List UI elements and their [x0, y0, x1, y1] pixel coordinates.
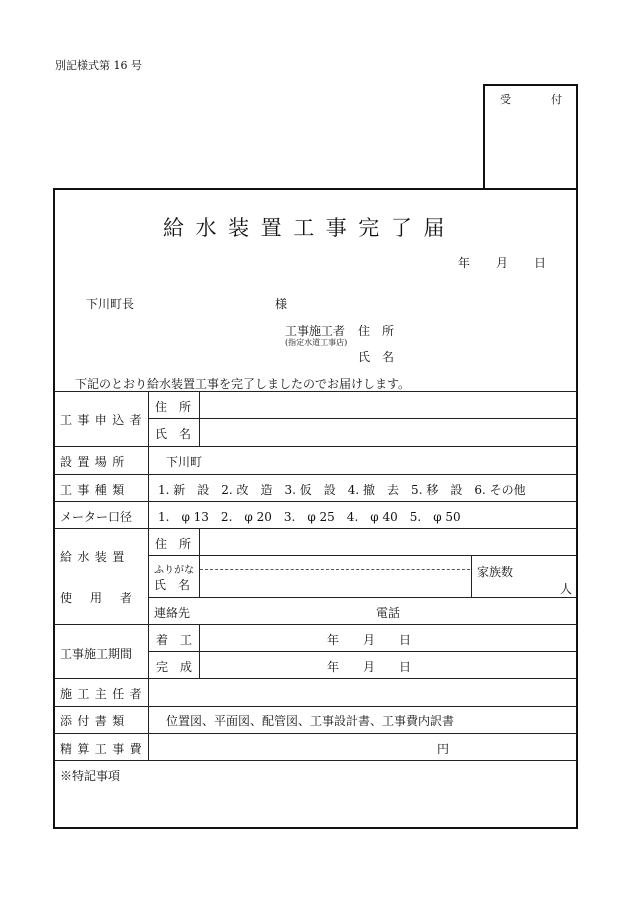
docs-value: 位置図、平面図、配管図、工事設計書、工事費内訳書 [166, 714, 455, 728]
contractor-address-label: 住 所 [358, 324, 395, 338]
user-furigana-label: ふりがな [154, 565, 194, 576]
user-label-bottom: 使用者 [60, 591, 151, 605]
work-type-options: 1. 新 設 2. 改 造 3. 仮 設 4. 撤 去 5. 移 設 6. その他 [158, 483, 526, 497]
meter-options: 1. φ 13 2. φ 20 3. φ 25 4. φ 40 5. φ 50 [158, 510, 461, 524]
contractor-sub-label: (指定水道工事店) [285, 338, 348, 347]
reception-box [483, 84, 578, 190]
docs-label: 添付書類 [60, 714, 130, 728]
contractor-label: 工事施工者 [285, 324, 346, 338]
period-label: 工事施工期間 [60, 647, 133, 661]
family-count-unit: 人 [560, 582, 573, 596]
period-start-label: 着 工 [156, 633, 193, 647]
user-name-label: 氏 名 [154, 578, 191, 592]
period-end-date: 年 月 日 [327, 660, 412, 674]
form-number: 別記様式第 16 号 [55, 59, 142, 72]
cost-unit: 円 [437, 742, 450, 756]
meter-label: メーター口径 [60, 510, 133, 524]
user-phone-label: 電話 [376, 606, 401, 620]
date-month: 月 [496, 256, 509, 270]
addressee-suffix: 様 [275, 297, 288, 311]
reception-label-right: 付 [551, 93, 562, 106]
period-end-label: 完 成 [156, 660, 193, 674]
contractor-name-label: 氏 名 [358, 350, 395, 364]
user-contact-label: 連絡先 [154, 606, 191, 620]
intro-text: 下記のとおり給水装置工事を完了しましたのでお届けします。 [75, 377, 411, 391]
reception-label-left: 受 [500, 93, 511, 106]
applicant-name-label: 氏 名 [155, 427, 192, 441]
applicant-label: 工事申込者 [60, 413, 148, 427]
addressee-name: 下川町長 [86, 297, 135, 311]
chief-label: 施工主任者 [60, 687, 148, 701]
applicant-address-label: 住 所 [155, 400, 192, 414]
family-count-label: 家族数 [477, 565, 514, 579]
work-type-label: 工事種類 [60, 483, 130, 497]
user-label-top: 給水装置 [60, 550, 130, 564]
date-day: 日 [534, 256, 547, 270]
user-address-label: 住 所 [155, 537, 192, 551]
notes-label: ※特記事項 [60, 769, 121, 783]
location-value: 下川町 [166, 455, 203, 469]
cost-label: 精算工事費 [60, 742, 148, 756]
period-start-date: 年 月 日 [327, 633, 412, 647]
location-label: 設置場所 [60, 455, 130, 469]
form-title: 給水装置工事完了届 [163, 216, 456, 240]
date-year: 年 [458, 256, 471, 270]
